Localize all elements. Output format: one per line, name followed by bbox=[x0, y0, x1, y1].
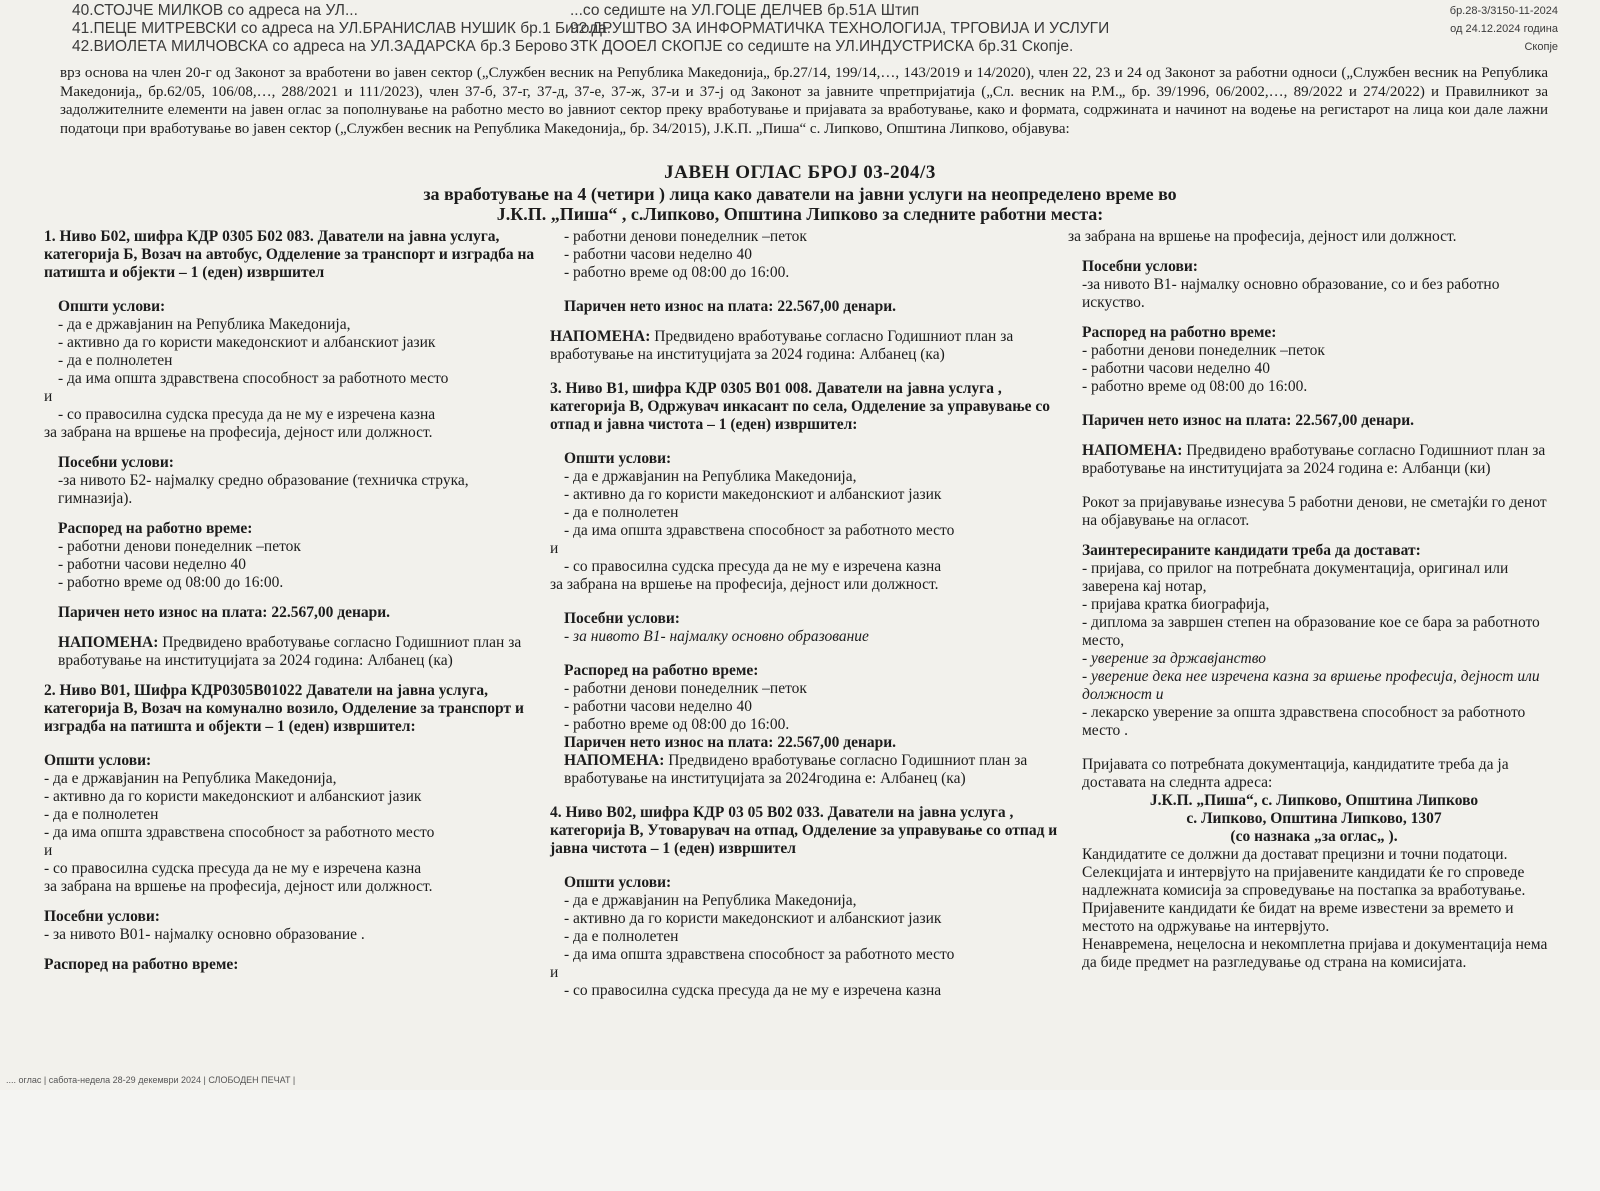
strip-line: 40.СТОЈЧЕ МИЛКОВ со адреса на УЛ... bbox=[72, 2, 358, 19]
note-text: Предвидено вработување согласно Годишниот план за вработување на институцијата за 2024 година: bbox=[550, 328, 1014, 363]
condition-item: - да е државјанин на Република Македонија, bbox=[44, 770, 337, 787]
position-4-heading: 4. Ниво В02, шифра КДР 03 05 В02 033. Даватели на јавна услуга , категорија В, Утоварувач на отпад, Одделение за управување со отпад и јавна чистота – 1 (еден) извршител bbox=[550, 804, 1058, 857]
salary-value: 22.567,00 денари. bbox=[777, 734, 897, 751]
salary-value: 22.567,00 денари. bbox=[777, 298, 897, 315]
schedule-item: - работни денови понеделник –петок bbox=[58, 538, 301, 555]
schedule-label: Распоред на работно време: bbox=[44, 956, 239, 973]
strip-line: 92.ДРУШТВО ЗА ИНФОРМАТИЧКА ТЕХНОЛОГИЈА, ТРГОВИЈА И УСЛУГИ bbox=[570, 20, 1110, 37]
special-conditions-label: Посебни услови: bbox=[1082, 258, 1198, 275]
schedule-item: - работни часови неделно 40 bbox=[564, 246, 753, 263]
note-label: НАПОМЕНА: bbox=[1082, 442, 1183, 459]
salary-value: 22.567,00 денари. bbox=[271, 604, 391, 621]
column-3 bbox=[1068, 228, 1560, 972]
note-text: Предвидено вработување согласно Годишниот план за вработување на институцијата за 2024година е: Албанец (ка) bbox=[564, 752, 1028, 787]
special-condition-text: -за нивото Б2- најмалку средно образование (техничка струка, гимназија). bbox=[58, 472, 469, 507]
condition-item: - активно да го користи македонскиот и албанскиот јазик bbox=[564, 910, 942, 927]
schedule-label: Распоред на работно време: bbox=[58, 520, 253, 537]
conjunction: и bbox=[44, 842, 53, 859]
special-conditions-label: Посебни услови: bbox=[564, 610, 680, 627]
position-3-heading: 3. Ниво В1, шифра КДР 0305 В01 008. Даватели на јавна услуга , категорија В, Одржувач инкасант по села, Одделение за управување со отпад и јавна чистота – 1 (еден) извршител: bbox=[550, 380, 1050, 433]
schedule-item: - работни денови понеделник –петок bbox=[564, 680, 807, 697]
condition-item: - со правосилна судска пресуда да не му е изречена казна bbox=[58, 406, 436, 423]
note bbox=[1068, 442, 1560, 478]
note bbox=[550, 328, 1060, 364]
condition-item: - да е државјанин на Република Македонија, bbox=[564, 892, 857, 909]
note-label: НАПОМЕНА: bbox=[58, 634, 159, 651]
legal-basis-paragraph: врз основа на член 20-г од Законот за вработени во јавен сектор („Службен весник на Република Македонија„ бр.27/14, 199/14,…, 143/2019 и 14/2020), член 22, 23 и 24 од Законот за работни односи („Службен весник на Република Македонија„ бр.62/05, 106/08,…, 288/2021 и 111/2023), член 37-б, 37-г, 37-д, 37-е, 37-ж, 37-и и 37-ј од Законот за јавните чпретпријатија („Сл. весник на Р.М.„ бр. 39/1996, 06/2002,…, 89/2022 и 274/2022) и Правилникот за задолжителните елементи на јавен оглас за пополнување на работно место во јавниот сектор преку вработување и пријавата за вработување, како и формата, содржината и начинот на водење на регистарот на лица кои дале лажни податоци при вработување во јавен сектор („Службен весник на Република Македонија„ бр. 34/2015), Ј.К.П. „Пиша“ с. Липково, Општина Липково, објавува: bbox=[60, 65, 1548, 137]
strip-line: ...со седиште на УЛ.ГОЦЕ ДЕЛЧЕВ бр.51А Штип bbox=[570, 2, 920, 19]
general-conditions-label: Општи услови: bbox=[564, 874, 672, 891]
conjunction: и bbox=[44, 388, 53, 405]
schedule-item: - работни часови неделно 40 bbox=[58, 556, 247, 573]
note-text: Предвидено вработување согласно Годишниот план за вработување на институцијата за 2024 година: bbox=[58, 634, 522, 669]
strip-line: бр.28-3/3150-11-2024 bbox=[1449, 5, 1558, 17]
special-conditions-label: Посебни услови: bbox=[58, 454, 174, 471]
condition-item: - со правосилна судска пресуда да не му е изречена казна bbox=[564, 558, 942, 575]
salary-label: Паричен нето износ на плата: bbox=[564, 298, 774, 315]
special-conditions-label: Посебни услови: bbox=[44, 908, 160, 925]
page-footer: .... оглас | сабота-недела 28-29 декември 2024 | СЛОБОДЕН ПЕЧАТ | bbox=[6, 1075, 296, 1085]
general-conditions-label: Општи услови: bbox=[564, 450, 672, 467]
note bbox=[550, 752, 1060, 788]
schedule-item: - работни часови неделно 40 bbox=[564, 698, 753, 715]
schedule-item: - работно време од 08:00 до 16:00. bbox=[564, 716, 790, 733]
condition-item: - активно да го користи македонскиот и албанскиот јазик bbox=[44, 788, 422, 805]
salary-label: Паричен нето износ на плата: bbox=[564, 734, 774, 751]
salary-line bbox=[550, 298, 1060, 316]
position-2-heading: 2. Ниво В01, Шифра КДР0305В01022 Даватели на јавна услуга, категорија В, Возач на комунално возило, Одделение за транспорт и изградба на патишта и објекти – 1 (еден) извршител: bbox=[44, 682, 524, 735]
special-condition-text: - за нивото В01- најмалку основно образование . bbox=[44, 926, 365, 943]
schedule-item: - работни денови понеделник –петок bbox=[564, 228, 807, 245]
salary-line bbox=[550, 734, 1060, 752]
condition-item: - да е полнолетен bbox=[564, 928, 679, 945]
condition-item: за забрана на вршење на професија, дејност или должност. bbox=[1068, 228, 1457, 245]
strip-line: 42.ВИОЛЕТА МИЛЧОВСКА со адреса на УЛ.ЗАДАРСКА бр.3 Берово bbox=[72, 38, 568, 55]
note-end: Албанец (ка) bbox=[367, 652, 453, 669]
column-1 bbox=[44, 228, 542, 974]
general-conditions-label: Општи услови: bbox=[58, 298, 166, 315]
document-item: - пријава кратка биографија, bbox=[1082, 596, 1270, 613]
note-end: Албанец (ка) bbox=[859, 346, 945, 363]
general-conditions-label: Општи услови: bbox=[44, 752, 152, 769]
document-item: - уверение за државјанство bbox=[1082, 650, 1267, 667]
schedule-item: - работно време од 08:00 до 16:00. bbox=[58, 574, 284, 591]
column-2 bbox=[550, 228, 1060, 1000]
salary-line bbox=[44, 604, 542, 622]
schedule-item: - работни часови неделно 40 bbox=[1082, 360, 1271, 377]
address-line: (со назнака „за оглас„ ). bbox=[1230, 828, 1398, 845]
condition-item: - да има општа здравствена способност за работното место bbox=[44, 824, 435, 841]
condition-item: - со правосилна судска пресуда да не му е изречена казна bbox=[44, 860, 422, 877]
condition-item: - да е полнолетен bbox=[44, 806, 159, 823]
position-1-heading: 1. Ниво Б02, шифра КДР 0305 Б02 083. Даватели на јавна услуга, категорија Б, Возач на автобус, Одделение за транспорт и изградба на патишта и објекти – 1 (еден) извршител bbox=[44, 228, 535, 281]
schedule-item: - работно време од 08:00 до 16:00. bbox=[1082, 378, 1308, 395]
note-text: Предвидено вработување согласно Годишниот план за вработување на институцијата за 2024 година е: Албанци (ки) bbox=[1082, 442, 1546, 477]
condition-item: - да е полнолетен bbox=[58, 352, 173, 369]
schedule-label: Распоред на работно време: bbox=[564, 662, 759, 679]
address-intro: Пријавата со потребната документација, кандидатите треба да ја доставата на следнта адреса: bbox=[1082, 756, 1509, 791]
ad-subtitle: за вработување на 4 (четири ) лица како даватели на јавни услуги на неопределено време во bbox=[423, 184, 1177, 204]
ad-title: ЈАВЕН ОГЛАС БРОЈ 03-204/3 bbox=[664, 162, 936, 183]
previous-ad-strip bbox=[0, 0, 1600, 55]
strip-line: ЗТК ДООЕЛ СКОПЈЕ со седиште на УЛ.ИНДУСТРИСКА бр.31 Скопје. bbox=[570, 38, 1074, 55]
condition-item: - да има општа здравствена способност за работното место bbox=[564, 522, 955, 539]
condition-item: - да е државјанин на Република Македонија, bbox=[58, 316, 351, 333]
strip-line: 41.ПЕЦЕ МИТРЕВСКИ со адреса на УЛ.БРАНИСЛАВ НУШИК бр.1 Битола. bbox=[72, 20, 611, 37]
closing-paragraph: Ненавремена, нецелосна и некомплетна пријава и документација нема да биде предмет на разгледување од страна на комисијата. bbox=[1082, 936, 1548, 971]
special-condition-text: - за нивото В1- најмалку основно образование bbox=[564, 628, 869, 645]
strip-line: од 24.12.2024 година bbox=[1450, 23, 1558, 35]
closing-paragraph: Селекцијата и интервјуто на пријавените кандидати ќе го спроведе надлежната комисија за спроведување на постапка за вработување. bbox=[1082, 864, 1526, 899]
strip-col-3 bbox=[1418, 2, 1558, 56]
condition-item: - со правосилна судска пресуда да не му е изречена казна bbox=[564, 982, 942, 999]
closing-paragraph: Пријавените кандидати ќе бидат на време известени за времето и местото на одржување на интервјуто. bbox=[1082, 900, 1514, 935]
document-item: - пријава, со прилог на потребната документација, оригинал или заверена кај нотар, bbox=[1082, 560, 1509, 595]
document-item: - уверение дека нее изречена казна за вршење професија, дејност или должност и bbox=[1082, 668, 1540, 703]
salary-label: Паричен нето износ на плата: bbox=[58, 604, 268, 621]
condition-item: за забрана на вршење на професија, дејност или должност. bbox=[550, 576, 939, 593]
documents-label: Заинтересираните кандидати треба да достават: bbox=[1082, 542, 1421, 559]
strip-col-1 bbox=[72, 2, 611, 56]
ad-subtitle-2: Ј.К.П. „Пиша“ , с.Липково, Општина Липково за следните работни места: bbox=[496, 204, 1104, 224]
condition-item: за забрана на вршење на професија, дејност или должност. bbox=[44, 878, 433, 895]
salary-value: 22.567,00 денари. bbox=[1295, 412, 1415, 429]
address-line: Ј.К.П. „Пиша“, с. Липково, Општина Липково bbox=[1149, 792, 1479, 809]
note bbox=[44, 634, 542, 670]
document-item: - лекарско уверение за општа здравствена способност за работното место . bbox=[1082, 704, 1526, 739]
condition-item: - да е државјанин на Република Македонија, bbox=[564, 468, 857, 485]
condition-item: за забрана на вршење на професија, дејност или должност. bbox=[44, 424, 433, 441]
condition-item: - активно да го користи македонскиот и албанскиот јазик bbox=[564, 486, 942, 503]
note-label: НАПОМЕНА: bbox=[550, 328, 651, 345]
conjunction: и bbox=[550, 540, 559, 557]
condition-item: - активно да го користи македонскиот и албанскиот јазик bbox=[58, 334, 436, 351]
address-line: с. Липково, Општина Липково, 1307 bbox=[1186, 810, 1442, 827]
closing-paragraph: Кандидатите се должни да достават прецизни и точни податоци. bbox=[1082, 846, 1508, 863]
schedule-item: - работни денови понеделник –петок bbox=[1082, 342, 1325, 359]
document-item: - диплома за завршен степен на образование кое се бара за работното место, bbox=[1082, 614, 1540, 649]
bottom-margin bbox=[0, 1090, 1600, 1191]
condition-item: - да е полнолетен bbox=[564, 504, 679, 521]
conjunction: и bbox=[550, 964, 559, 981]
note-label: НАПОМЕНА: bbox=[564, 752, 665, 769]
condition-item: - да има општа здравствена способност за работното место bbox=[58, 370, 449, 387]
salary-line bbox=[1068, 412, 1560, 430]
strip-line: Скопје bbox=[1524, 41, 1558, 53]
condition-item: - да има општа здравствена способност за работното место bbox=[564, 946, 955, 963]
schedule-item: - работно време од 08:00 до 16:00. bbox=[564, 264, 790, 281]
schedule-label: Распоред на работно време: bbox=[1082, 324, 1277, 341]
strip-col-2 bbox=[570, 2, 1110, 56]
salary-label: Паричен нето износ на плата: bbox=[1082, 412, 1292, 429]
special-condition-text: -за нивото В1- најмалку основно образование, со и без работно искуство. bbox=[1082, 276, 1500, 311]
deadline-paragraph: Рокот за пријавување изнесува 5 работни денови, не сметајќи го денот на објавување на огласот. bbox=[1082, 494, 1547, 529]
